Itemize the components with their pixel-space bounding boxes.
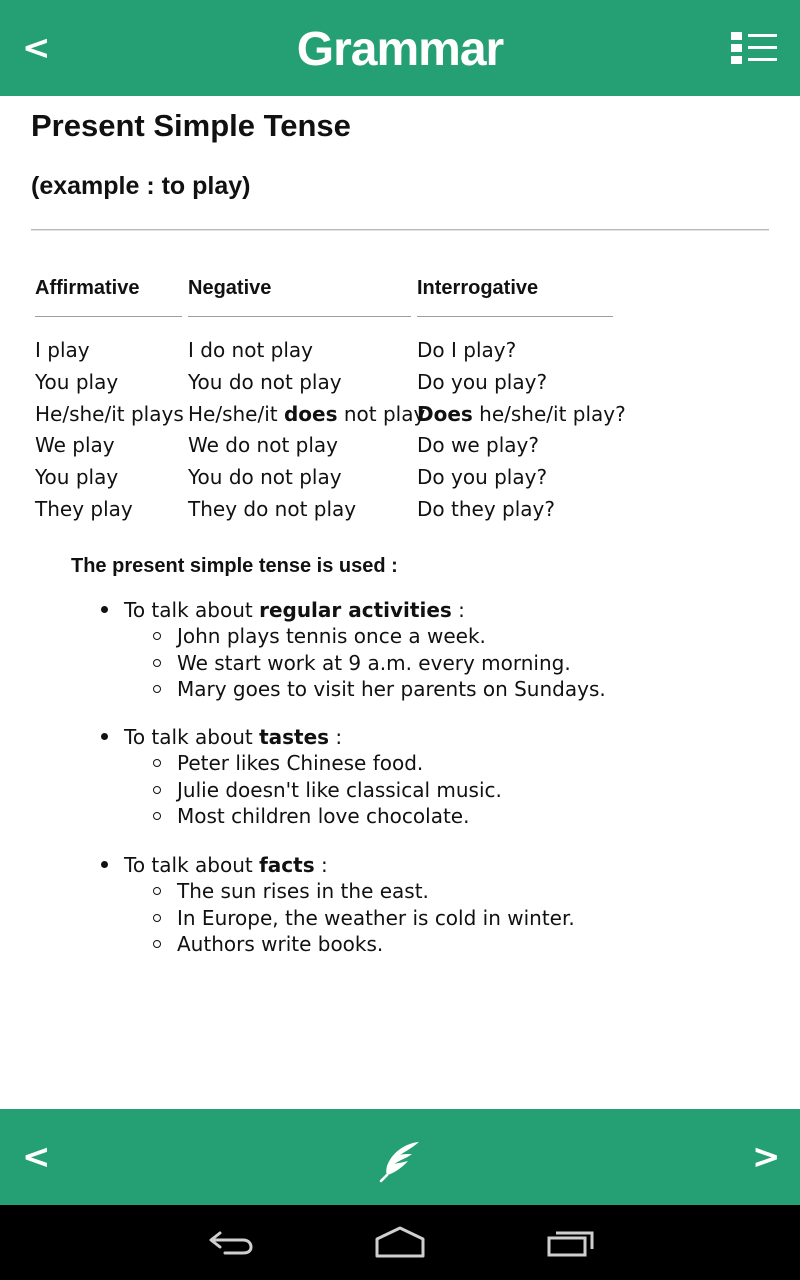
circle-bullet-icon (153, 914, 161, 922)
column-underline (188, 316, 411, 317)
example-sentence: John plays tennis once a week. (177, 624, 486, 648)
table-cell (35, 335, 182, 367)
example-sentence: Julie doesn't like classical music. (177, 778, 502, 802)
circle-bullet-icon (153, 940, 161, 948)
cell-text: They do not play (188, 496, 357, 521)
home-icon[interactable] (374, 1225, 426, 1261)
table-cell (417, 462, 613, 494)
next-lesson-button[interactable]: > (752, 1137, 781, 1177)
table-cell (188, 494, 411, 526)
system-navigation-bar (0, 1205, 800, 1280)
recent-apps-icon[interactable] (546, 1225, 596, 1261)
column-header: Negative (188, 277, 272, 299)
cell-text: You do not play (188, 465, 342, 490)
example-sentence: We start work at 9 a.m. every morning. (177, 651, 571, 675)
usage-item (124, 851, 328, 879)
example-sentence: The sun rises in the east. (177, 879, 429, 903)
column-interrogative (417, 274, 626, 526)
lesson-footer (0, 1109, 800, 1205)
column-header: Affirmative (35, 277, 140, 299)
column-affirmative (35, 274, 182, 526)
lesson-title: Present Simple Tense (31, 108, 351, 143)
table-cell (417, 494, 613, 526)
lesson-example: (example : to play) (31, 172, 251, 200)
emphasis-text: Does (417, 401, 473, 426)
usage-text: To talk about (124, 853, 260, 877)
previous-lesson-button[interactable]: < (22, 1137, 51, 1177)
usage-keyword: facts (259, 853, 315, 877)
example-sentence: In Europe, the weather is cold in winter. (177, 906, 575, 930)
table-cell (188, 399, 426, 431)
example-sentence: Peter likes Chinese food. (177, 751, 424, 775)
example-sentence: Authors write books. (177, 932, 384, 956)
cell-text: he/she/it play? (472, 401, 626, 426)
table-cell (188, 335, 411, 367)
circle-bullet-icon (153, 786, 161, 794)
cell-text: He/she/it (188, 401, 284, 426)
column-underline (417, 316, 613, 317)
cell-text: He/she/it plays (35, 401, 184, 426)
table-cell (35, 462, 182, 494)
table-cell (35, 367, 182, 399)
table-cell (417, 367, 613, 399)
usage-text: To talk about (124, 598, 260, 622)
cell-text: Do I play? (417, 338, 517, 362)
circle-bullet-icon (153, 685, 161, 693)
circle-bullet-icon (153, 659, 161, 667)
cell-text: Do you play? (417, 369, 548, 394)
column-negative (188, 274, 426, 526)
usage-title: The present simple tense is used : (71, 555, 398, 577)
usage-text: : (451, 598, 465, 622)
cell-text: You do not play (188, 369, 342, 394)
table-cell (188, 462, 411, 494)
feather-icon[interactable] (378, 1139, 422, 1183)
cell-text: You play (35, 369, 119, 394)
cell-text: Do we play? (417, 433, 539, 458)
circle-bullet-icon (153, 759, 161, 767)
table-cell (188, 430, 411, 462)
table-cell (417, 430, 613, 462)
divider (31, 229, 769, 231)
circle-bullet-icon (153, 812, 161, 820)
cell-text: We play (35, 433, 115, 458)
table-cell (188, 367, 411, 399)
cell-text: Do you play? (417, 465, 548, 490)
app-title: Grammar (296, 23, 504, 76)
usage-item (124, 723, 342, 751)
lesson-content[interactable] (0, 96, 800, 1109)
back-arrow-icon[interactable] (206, 1225, 254, 1261)
table-cell (417, 399, 626, 431)
usage-text: : (329, 725, 343, 749)
emphasis-text: does (283, 401, 338, 426)
usage-text: : (314, 853, 328, 877)
example-sentence: Mary goes to visit her parents on Sundays. (177, 677, 606, 701)
table-cell (35, 494, 182, 526)
usage-keyword: tastes (259, 725, 330, 749)
bullet-icon (101, 606, 108, 613)
bullet-icon (101, 733, 108, 740)
circle-bullet-icon (153, 887, 161, 895)
back-button[interactable]: < (22, 28, 51, 68)
column-underline (35, 316, 182, 317)
column-header: Interrogative (417, 277, 539, 299)
cell-text: I do not play (188, 338, 313, 362)
table-cell (35, 399, 182, 431)
circle-bullet-icon (153, 632, 161, 640)
usage-keyword: regular activities (259, 598, 452, 622)
usage-item (124, 596, 465, 624)
cell-text: They play (35, 496, 133, 521)
cell-text: We do not play (188, 433, 339, 458)
app-header (0, 0, 800, 96)
table-cell (417, 335, 613, 367)
cell-text: Do they play? (417, 496, 555, 521)
usage-text: To talk about (124, 725, 260, 749)
bullet-icon (101, 861, 108, 868)
cell-text: not play (337, 401, 426, 426)
table-cell (35, 430, 182, 462)
example-sentence: Most children love chocolate. (177, 804, 470, 828)
cell-text: You play (35, 465, 119, 490)
list-icon[interactable] (728, 28, 780, 68)
cell-text: I play (35, 338, 90, 362)
